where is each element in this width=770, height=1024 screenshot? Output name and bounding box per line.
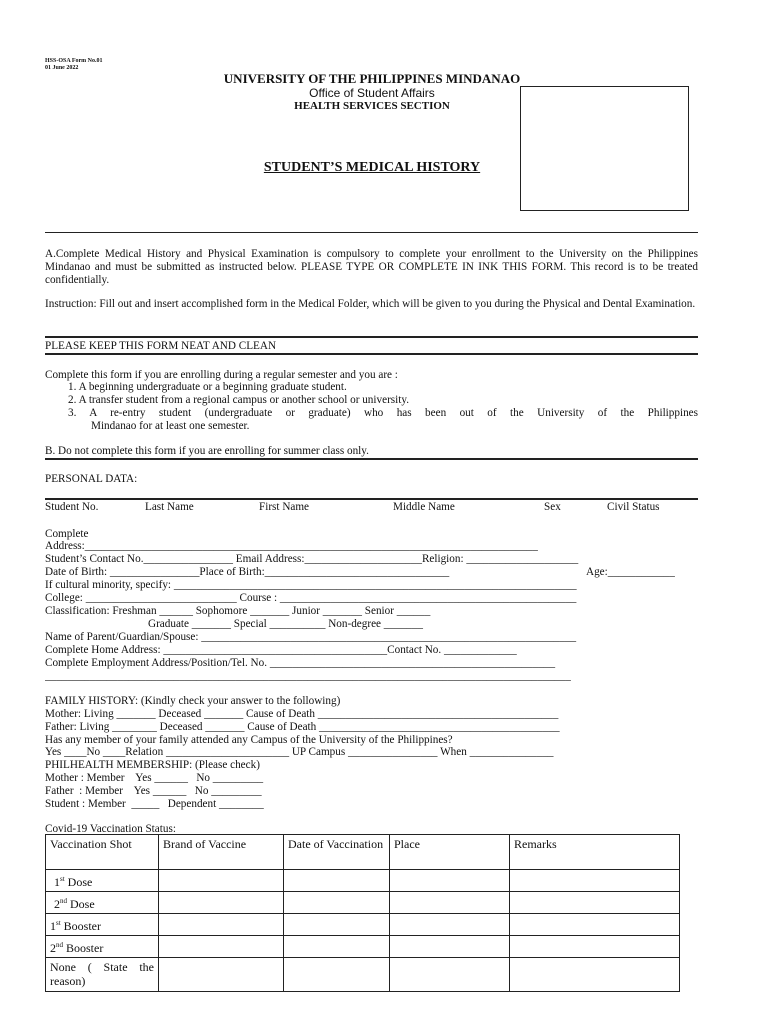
cell[interactable] — [390, 958, 510, 992]
cell[interactable] — [159, 892, 284, 914]
philhealth-mother[interactable]: Mother : Member Yes ______ No _________ — [45, 772, 264, 784]
cell[interactable] — [510, 958, 680, 992]
cell[interactable] — [284, 892, 390, 914]
row-label: 1st Booster — [46, 914, 159, 936]
minority-field[interactable]: If cultural minority, specify: ________________________________________________________________________ — [45, 579, 577, 591]
page-title: STUDENT’S MEDICAL HISTORY — [263, 160, 481, 175]
family-history-heading: FAMILY HISTORY: (Kindly check your answer to the following) — [45, 695, 341, 707]
form-date: 01 June 2022 — [45, 65, 79, 71]
cell[interactable] — [390, 936, 510, 958]
complete-if-text: Complete this form if you are enrolling during a regular semester and you are : — [45, 369, 398, 381]
cell[interactable] — [510, 870, 680, 892]
office-name: Office of Student Affairs — [309, 86, 435, 100]
cell[interactable] — [159, 870, 284, 892]
home-address-field[interactable]: Complete Home Address: ________________________________________Contact No. _____________ — [45, 644, 517, 656]
divider — [45, 353, 698, 355]
cell[interactable] — [390, 914, 510, 936]
th-date: Date of Vaccination — [284, 835, 390, 870]
birth-field[interactable]: Date of Birth: ________________Place of Birth:_________________________________ — [45, 566, 450, 578]
col-middle-name: Middle Name — [393, 501, 455, 513]
campus-question: Has any member of your family attended any Campus of the University of the Philippines? — [45, 734, 453, 746]
cell[interactable] — [159, 936, 284, 958]
th-brand: Brand of Vaccine — [159, 835, 284, 870]
cell[interactable] — [284, 870, 390, 892]
th-remarks: Remarks — [510, 835, 680, 870]
cell[interactable] — [159, 958, 284, 992]
list-item: 3. A re-entry student (undergraduate or graduate) who has been out of the University of the Philippines — [68, 407, 698, 419]
personal-data-heading: PERSONAL DATA: — [45, 473, 138, 485]
father-status-field[interactable]: Father: Living ________ Deceased _______ Cause of Death ___________________________________________ — [45, 721, 560, 733]
cell[interactable] — [159, 914, 284, 936]
th-vaccination-shot: Vaccination Shot — [46, 835, 159, 870]
divider — [45, 232, 698, 233]
th-place: Place — [390, 835, 510, 870]
age-field[interactable]: Age:____________ — [586, 566, 675, 578]
cell[interactable] — [510, 892, 680, 914]
contact-field[interactable]: Student’s Contact No.________________ Email Address:_____________________Religion: ____________________ — [45, 553, 579, 565]
philhealth-student[interactable]: Student : Member _____ Dependent ________ — [45, 798, 264, 810]
row-label: 2nd Booster — [46, 936, 159, 958]
col-sex: Sex — [544, 501, 561, 513]
cell[interactable] — [510, 936, 680, 958]
cell[interactable] — [284, 936, 390, 958]
philhealth-father[interactable]: Father : Member Yes ______ No _________ — [45, 785, 262, 797]
keep-neat-note: PLEASE KEEP THIS FORM NEAT AND CLEAN — [45, 340, 277, 352]
cell[interactable] — [284, 914, 390, 936]
list-item-cont: Mindanao for at least one semester. — [91, 420, 250, 432]
intro-paragraph: A.Complete Medical History and Physical Examination is compulsory to complete your enrollment to the University on the Philippines Mindanao and must be submitted as instructed below. PLEASE TYPE OR COMPLETE IN INK THIS FORM. This record is to be treated confidentially. — [45, 248, 698, 286]
cell[interactable] — [390, 892, 510, 914]
divider — [45, 498, 698, 500]
covid-heading: Covid-19 Vaccination Status: — [45, 823, 176, 835]
divider — [45, 336, 698, 338]
cell[interactable] — [510, 914, 680, 936]
classification-field[interactable]: Classification: Freshman ______ Sophomore _______ Junior _______ Senior ______ — [45, 605, 431, 617]
list-item: 2. A transfer student from a regional campus or another school or university. — [68, 394, 410, 406]
row-label: 1st Dose — [46, 870, 159, 892]
blank-line[interactable]: ______________________________________________________________________________________________ — [45, 670, 571, 682]
parent-field[interactable]: Name of Parent/Guardian/Spouse: ___________________________________________________________________ — [45, 631, 577, 643]
employment-field[interactable]: Complete Employment Address/Position/Tel. No. ___________________________________________________ — [45, 657, 556, 669]
mother-status-field[interactable]: Mother: Living _______ Deceased _______ Cause of Death ___________________________________________ — [45, 708, 559, 720]
vaccination-table — [45, 834, 680, 992]
divider — [45, 458, 698, 460]
section-b-text: B. Do not complete this form if you are enrolling for summer class only. — [45, 445, 369, 457]
row-label: 2nd Dose — [46, 892, 159, 914]
list-item: 1. A beginning undergraduate or a beginning graduate student. — [68, 381, 347, 393]
college-course-field[interactable]: College: ___________________________ Course : _____________________________________________________ — [45, 592, 577, 604]
col-last-name: Last Name — [145, 501, 194, 513]
photo-box[interactable] — [520, 86, 689, 211]
col-first-name: First Name — [259, 501, 310, 513]
row-label-none: None ( State the reason) — [46, 958, 159, 992]
cell[interactable] — [284, 958, 390, 992]
form-number: HSS-OSA Form No.01 — [45, 58, 103, 64]
address-field[interactable]: Address:_________________________________________________________________________________ — [45, 540, 538, 552]
philhealth-heading: PHILHEALTH MEMBERSHIP: (Please check) — [45, 759, 260, 771]
complete-label: Complete — [45, 528, 89, 540]
instruction-paragraph: Instruction: Fill out and insert accomplished form in the Medical Folder, which will be given to you during the Physical and Dental Examination. — [45, 298, 696, 310]
col-student-no: Student No. — [45, 501, 99, 513]
section-name: HEALTH SERVICES SECTION — [294, 100, 450, 112]
campus-answer-field[interactable]: Yes ____No ____Relation ______________________ UP Campus ________________ When _______________ — [45, 746, 554, 758]
cell[interactable] — [390, 870, 510, 892]
classification-field-2[interactable]: Graduate _______ Special __________ Non-degree _______ — [148, 618, 423, 630]
university-name: UNIVERSITY OF THE PHILIPPINES MINDANAO — [223, 71, 521, 86]
col-civil-status: Civil Status — [607, 501, 660, 513]
